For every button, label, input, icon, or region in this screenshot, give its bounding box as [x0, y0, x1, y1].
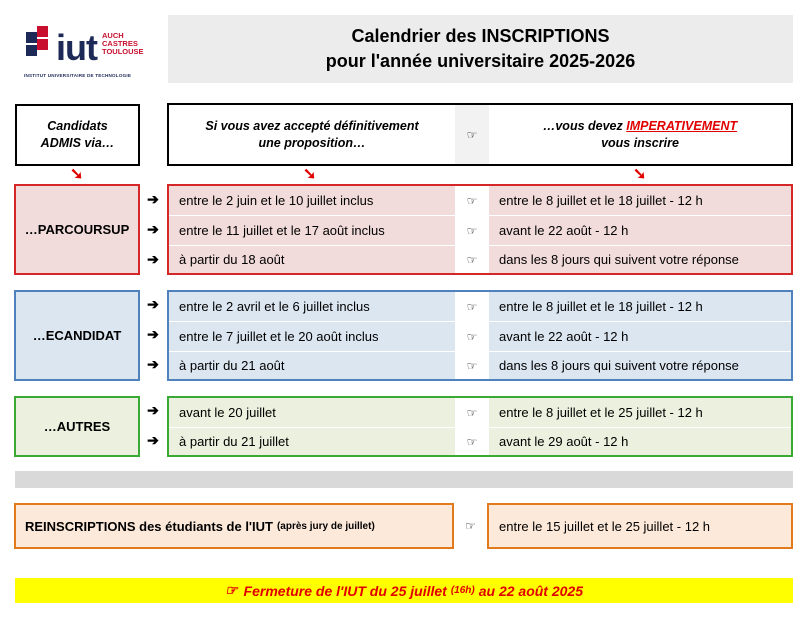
row-when: à partir du 21 août: [179, 358, 285, 373]
logo-square-red: [37, 26, 48, 37]
logo-city-toulouse: TOULOUSE: [102, 47, 144, 56]
header-candidates-line-2: ADMIS via…: [40, 136, 115, 150]
logo-square-navy: [26, 32, 37, 43]
group-table-parcoursup: [167, 184, 793, 275]
row-arrow-icon: ➔: [147, 221, 159, 237]
pointing-hand-icon: ☞: [455, 246, 489, 273]
closure-text-a: Fermeture de l'IUT du 25 juillet: [243, 582, 447, 599]
pointing-hand-icon: ☞: [455, 428, 489, 455]
closure-note: (16h): [450, 585, 475, 596]
title-line-2: pour l'année universitaire 2025-2026: [325, 51, 636, 71]
table-row: [169, 398, 791, 427]
header-must-prefix: …vous devez: [542, 118, 627, 133]
row-when: entre le 11 juillet et le 17 août inclus: [179, 223, 385, 238]
reinscriptions-note: (après jury de juillet): [276, 520, 375, 532]
row-arrow-icon: ➔: [147, 402, 159, 418]
group-table-autres: [167, 396, 793, 457]
row-when: à partir du 21 juillet: [179, 434, 289, 449]
row-arrow-icon: ➔: [147, 432, 159, 448]
row-when: à partir du 18 août: [179, 252, 285, 267]
pointing-hand-icon: ☞: [455, 398, 489, 427]
pointing-hand-icon: ☞: [455, 292, 489, 321]
group-label-ecandidat: …ECANDIDAT: [14, 290, 140, 381]
table-row: [169, 352, 791, 379]
reinscriptions-label-text: REINSCRIPTIONS des étudiants de l'IUT: [25, 518, 273, 534]
header-accepted: [169, 105, 455, 164]
logo-subtitle: INSTITUT UNIVERSITAIRE DE TECHNOLOGIE: [24, 73, 132, 78]
header-candidates-line-1: Candidats: [47, 119, 108, 133]
table-row: [169, 246, 791, 273]
down-arrow-icon: ➘: [633, 166, 647, 183]
pointing-hand-icon: ☞: [455, 352, 489, 379]
pointing-hand-icon: ☞: [455, 322, 489, 351]
row-arrow-icon: ➔: [147, 356, 159, 372]
down-arrow-icon: ➘: [303, 166, 317, 183]
pointing-hand-icon: ☞: [465, 519, 476, 533]
row-deadline: dans les 8 jours qui suivent votre réponse: [499, 358, 739, 373]
table-row: [169, 322, 791, 351]
iut-logo: [22, 22, 148, 84]
header-must-emphasis: IMPERATIVEMENT: [626, 118, 738, 133]
logo-city-castres: CASTRES: [102, 39, 138, 48]
row-deadline: entre le 8 juillet et le 18 juillet - 12 h: [499, 193, 703, 208]
table-row: [169, 428, 791, 455]
header-must-register: [489, 105, 791, 164]
reinscriptions-deadline: entre le 15 juillet et le 25 juillet - 12 h: [487, 503, 793, 549]
header-must-line-2: vous inscrire: [601, 135, 679, 150]
row-arrow-icon: ➔: [147, 296, 159, 312]
pointing-hand-icon: ☞: [455, 216, 489, 245]
row-deadline: dans les 8 jours qui suivent votre réponse: [499, 252, 739, 267]
header-accepted-line-2: une proposition…: [258, 135, 366, 150]
row-deadline: avant le 22 août - 12 h: [499, 329, 629, 344]
row-when: avant le 20 juillet: [179, 405, 276, 420]
title-line-1: Calendrier des INSCRIPTIONS: [351, 26, 610, 46]
pointing-hand-icon: ☞: [224, 582, 238, 598]
row-arrow-icon: ➔: [147, 251, 159, 267]
header-main: [167, 103, 793, 166]
row-when: entre le 2 avril et le 6 juillet inclus: [179, 299, 370, 314]
logo-city-auch: AUCH: [102, 31, 124, 40]
row-deadline: entre le 8 juillet et le 25 juillet - 12 h: [499, 405, 703, 420]
logo-square-navy-2: [26, 45, 37, 56]
table-row: [169, 186, 791, 215]
logo-word: iut: [56, 27, 97, 68]
down-arrow-icon: ➘: [70, 166, 84, 183]
row-arrow-icon: ➔: [147, 326, 159, 342]
row-when: entre le 7 juillet et le 20 août inclus: [179, 329, 379, 344]
row-when: entre le 2 juin et le 10 juillet inclus: [179, 193, 374, 208]
closure-banner: [15, 578, 793, 603]
group-label-autres: …AUTRES: [14, 396, 140, 457]
pointing-hand-icon: ☞: [455, 105, 489, 164]
logo-cities: [102, 32, 144, 56]
closure-text-b: au 22 août 2025: [478, 582, 583, 599]
group-table-ecandidat: [167, 290, 793, 381]
header-candidates: [15, 104, 140, 166]
row-deadline: entre le 8 juillet et le 18 juillet - 12 h: [499, 299, 703, 314]
pointing-hand-icon: ☞: [455, 186, 489, 215]
page-title: [168, 15, 793, 83]
group-label-parcoursup: …PARCOURSUP: [14, 184, 140, 275]
row-deadline: avant le 29 août - 12 h: [499, 434, 629, 449]
row-arrow-icon: ➔: [147, 191, 159, 207]
row-deadline: avant le 22 août - 12 h: [499, 223, 629, 238]
header-accepted-line-1: Si vous avez accepté définitivement: [205, 118, 419, 133]
logo-square-red-2: [37, 39, 48, 50]
table-row: [169, 292, 791, 321]
reinscriptions-label: [14, 503, 454, 549]
table-row: [169, 216, 791, 245]
separator-bar: [15, 471, 793, 488]
